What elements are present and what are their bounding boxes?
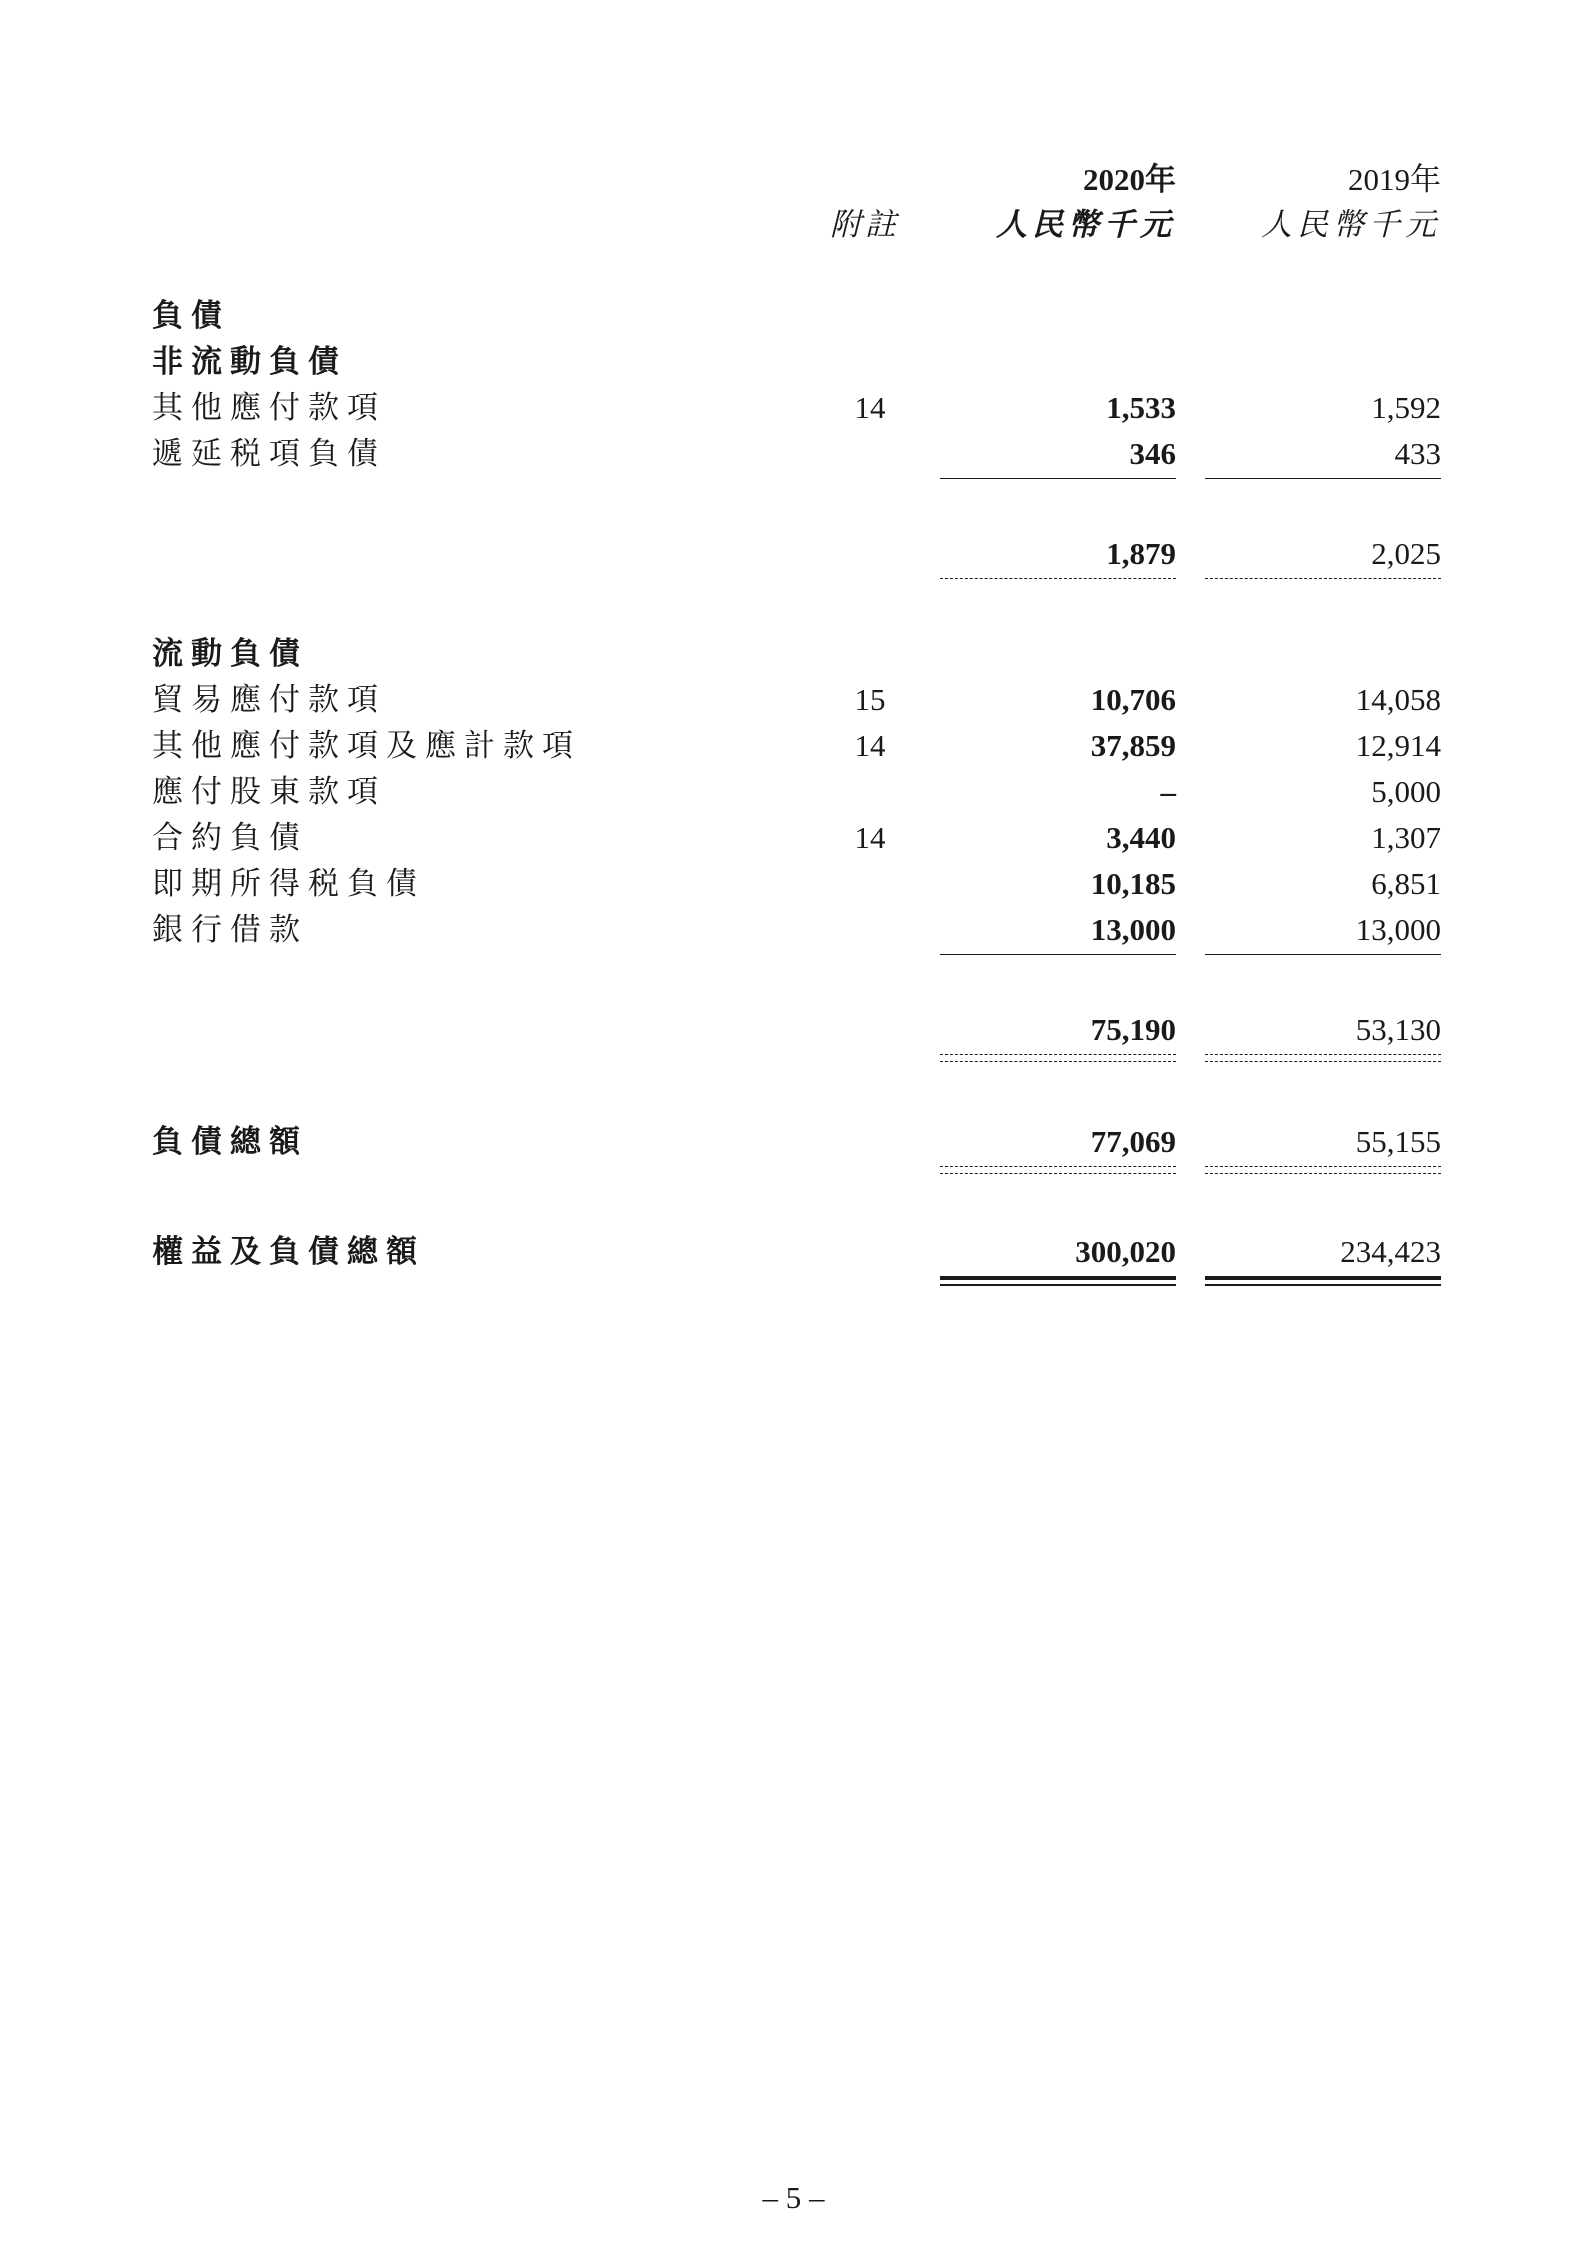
row-value-2020: 346 xyxy=(1129,436,1176,471)
grand-total-value-2020: 300,020 xyxy=(1075,1234,1176,1269)
row-value-2019: 1,307 xyxy=(1371,820,1441,855)
row-value-2019: 433 xyxy=(1394,436,1441,471)
row-label: 即期所得税負債 xyxy=(152,866,425,901)
row-value-2020: 1,533 xyxy=(1106,390,1176,425)
total-rule xyxy=(1205,578,1441,579)
row-value-2019: 5,000 xyxy=(1371,774,1441,809)
row-label: 負債總額 xyxy=(152,1124,308,1159)
subtotal-rule xyxy=(1205,478,1441,479)
total-value-2020: 77,069 xyxy=(1090,1124,1176,1159)
row-label: 權益及負債總額 xyxy=(152,1234,425,1269)
double-rule-bottom xyxy=(1205,1284,1441,1286)
table-row xyxy=(0,724,1587,768)
double-dash-rule-top xyxy=(940,1054,1176,1055)
double-dash-rule-bottom xyxy=(1205,1173,1441,1174)
row-note: 15 xyxy=(854,682,886,717)
subtotal-value-2019: 2,025 xyxy=(1371,536,1441,571)
section-title: 流動負債 xyxy=(152,636,308,671)
double-dash-rule-bottom xyxy=(940,1061,1176,1062)
row-value-2019: 14,058 xyxy=(1355,682,1441,717)
row-label: 遞延税項負債 xyxy=(152,436,386,471)
double-rule-bottom xyxy=(940,1284,1176,1286)
grand-total-value-2019: 234,423 xyxy=(1340,1234,1441,1269)
header-year-2020: 2020年 xyxy=(1083,162,1176,197)
row-label: 銀行借款 xyxy=(152,912,308,947)
section-title: 負債 xyxy=(152,298,230,333)
subtotal-rule xyxy=(940,954,1176,955)
double-dash-rule-top xyxy=(940,1166,1176,1167)
section-heading-current xyxy=(0,632,1587,676)
row-note: 14 xyxy=(854,820,886,855)
row-label: 其他應付款項 xyxy=(152,390,386,425)
double-dash-rule-bottom xyxy=(940,1173,1176,1174)
row-value-2020: – xyxy=(1160,774,1176,809)
header-year-2019: 2019年 xyxy=(1348,162,1441,197)
total-liabilities-row xyxy=(0,1120,1587,1164)
table-row xyxy=(0,816,1587,860)
subtotal-rule xyxy=(940,478,1176,479)
double-rule-top xyxy=(1205,1276,1441,1280)
table-row xyxy=(0,770,1587,814)
row-label: 應付股東款項 xyxy=(152,774,386,809)
table-row xyxy=(0,432,1587,476)
row-value-2020: 3,440 xyxy=(1106,820,1176,855)
subtotal-row xyxy=(0,532,1587,576)
row-note: 14 xyxy=(854,390,886,425)
row-label: 合約負債 xyxy=(152,820,308,855)
row-value-2020: 37,859 xyxy=(1090,728,1176,763)
row-label: 其他應付款項及應計款項 xyxy=(152,728,581,763)
row-value-2019: 1,592 xyxy=(1371,390,1441,425)
subtotal-value-2020: 75,190 xyxy=(1090,1012,1176,1047)
double-dash-rule-top xyxy=(1205,1166,1441,1167)
row-value-2020: 13,000 xyxy=(1090,912,1176,947)
section-title: 非流動負債 xyxy=(152,344,347,379)
subtotal-value-2019: 53,130 xyxy=(1355,1012,1441,1047)
row-value-2020: 10,706 xyxy=(1090,682,1176,717)
table-row xyxy=(0,678,1587,722)
subtotal-value-2020: 1,879 xyxy=(1106,536,1176,571)
row-value-2019: 13,000 xyxy=(1355,912,1441,947)
double-dash-rule-top xyxy=(1205,1054,1441,1055)
double-rule-top xyxy=(940,1276,1176,1280)
section-heading-non-current xyxy=(0,340,1587,384)
header-unit-2020: 人民幣千元 xyxy=(996,207,1176,242)
total-rule xyxy=(940,578,1176,579)
table-row xyxy=(0,908,1587,952)
page-number: – 5 – xyxy=(762,2180,825,2215)
table-row xyxy=(0,386,1587,430)
subtotal-row xyxy=(0,1008,1587,1052)
row-value-2019: 12,914 xyxy=(1355,728,1441,763)
row-note: 14 xyxy=(854,728,886,763)
row-label: 貿易應付款項 xyxy=(152,682,386,717)
header-unit-2019: 人民幣千元 xyxy=(1261,207,1441,242)
double-dash-rule-bottom xyxy=(1205,1061,1441,1062)
header-note-label: 附註 xyxy=(830,207,900,242)
total-equity-liabilities-row xyxy=(0,1230,1587,1274)
table-row xyxy=(0,862,1587,906)
total-value-2019: 55,155 xyxy=(1355,1124,1441,1159)
section-heading-liabilities xyxy=(0,294,1587,338)
row-value-2020: 10,185 xyxy=(1090,866,1176,901)
row-value-2019: 6,851 xyxy=(1371,866,1441,901)
subtotal-rule xyxy=(1205,954,1441,955)
